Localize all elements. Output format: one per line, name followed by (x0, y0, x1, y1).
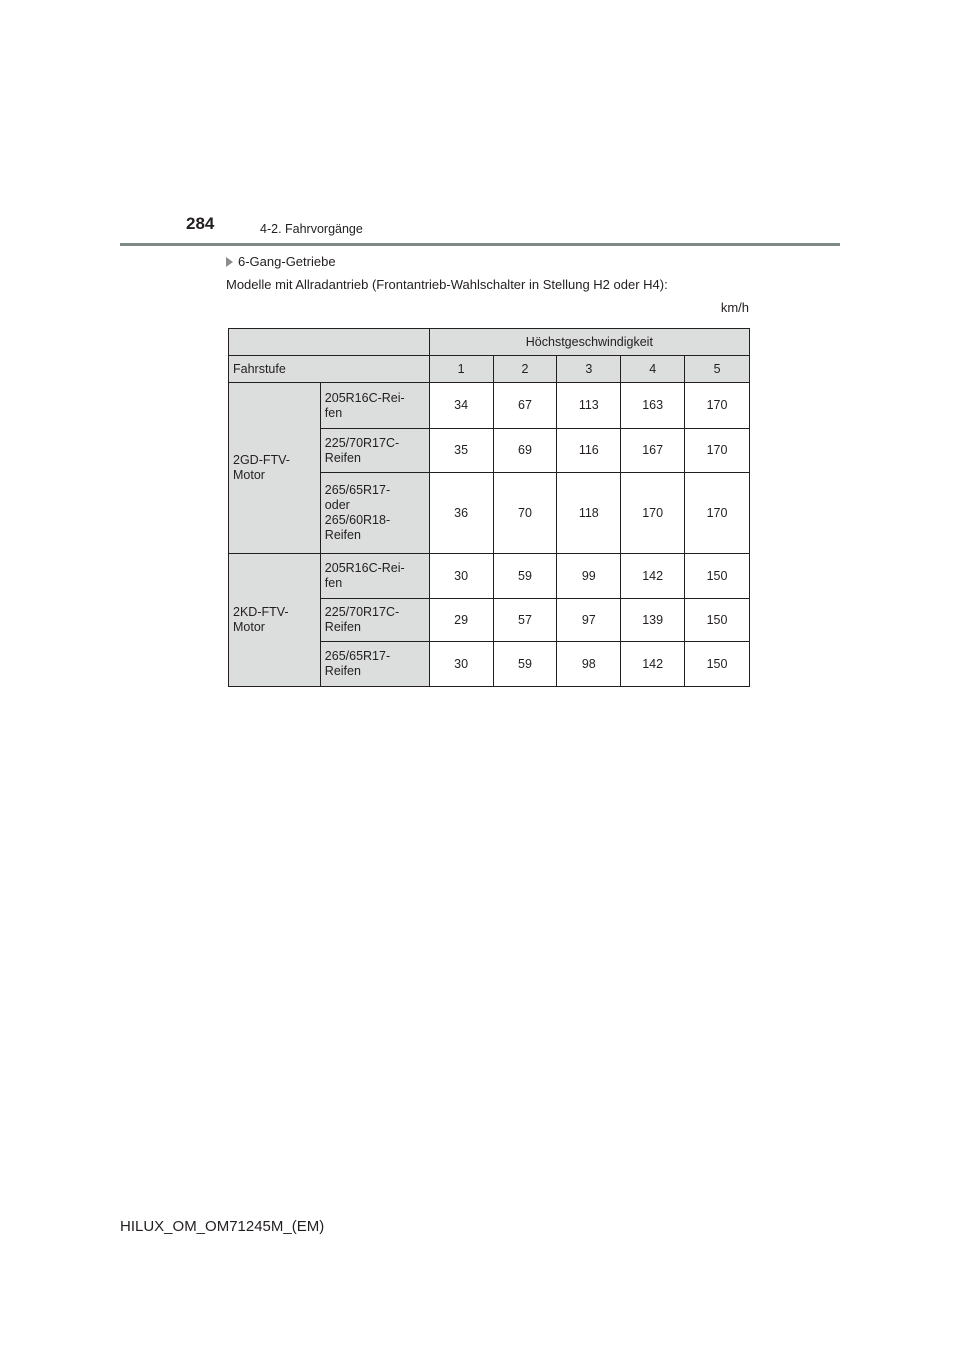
gear-header-cell: 2 (493, 356, 557, 383)
speed-value-cell: 170 (685, 429, 750, 473)
triangle-bullet-icon (226, 257, 233, 267)
speed-value-cell: 98 (557, 642, 621, 687)
page-number: 284 (186, 214, 215, 233)
tire-line: fen (324, 405, 343, 420)
tire-cell (320, 642, 429, 687)
engine-name-line: Motor (233, 468, 265, 482)
engine-cell (229, 383, 321, 554)
tire-line: 225/70R17C- (324, 605, 400, 619)
tire-line: 205R16C-Rei- (324, 390, 405, 405)
footer-doc-id: HILUX_OM_OM71245M_(EM) (120, 1218, 325, 1235)
gear-header-cell: 4 (621, 356, 685, 383)
tire-line: 265/60R18- (324, 513, 391, 527)
tire-cell (320, 429, 429, 473)
speed-value-cell: 150 (685, 642, 750, 687)
gear-header-cell: 1 (429, 356, 493, 383)
speed-value-cell: 57 (493, 599, 557, 642)
speed-value-cell: 99 (557, 554, 621, 599)
speed-value-cell: 170 (685, 473, 750, 554)
speed-value-cell: 35 (429, 429, 493, 473)
tire-cell (320, 554, 429, 599)
speed-value-cell: 163 (621, 383, 685, 429)
tire-line: Reifen (324, 664, 361, 678)
tire-line: 265/65R17- (324, 649, 391, 663)
tire-line: 265/65R17- (324, 483, 391, 497)
speed-value-cell: 118 (557, 473, 621, 554)
speed-value-cell: 59 (493, 554, 557, 599)
speed-value-cell: 30 (429, 642, 493, 687)
speed-value-cell: 69 (493, 429, 557, 473)
speed-value-cell: 34 (429, 383, 493, 429)
speed-value-cell: 167 (621, 429, 685, 473)
speed-value-cell: 59 (493, 642, 557, 687)
subheading-text: 6-Gang-Getriebe (238, 254, 336, 269)
corner-cell (229, 329, 430, 356)
speed-value-cell: 70 (493, 473, 557, 554)
gear-header-cell: 3 (557, 356, 621, 383)
speed-value-cell: 150 (685, 554, 750, 599)
speed-value-cell: 29 (429, 599, 493, 642)
unit-label: km/h (720, 300, 749, 315)
speed-value-cell: 139 (621, 599, 685, 642)
tire-line: 205R16C-Rei- (324, 561, 405, 575)
speed-value-cell: 67 (493, 383, 557, 429)
tire-line: 225/70R17C- (324, 435, 400, 450)
tire-line: Reifen (324, 620, 361, 634)
section-title: 4-2. Fahrvorgänge (260, 222, 363, 236)
speed-value-cell: 170 (685, 383, 750, 429)
gear-header-cell: 5 (685, 356, 750, 383)
speed-value-cell: 113 (557, 383, 621, 429)
speed-value-cell: 36 (429, 473, 493, 554)
speed-table (228, 328, 750, 687)
tire-line: oder (324, 498, 350, 512)
tire-line: Reifen (324, 528, 361, 542)
engine-name-line: 2KD-FTV- (233, 605, 289, 619)
speed-value-cell: 170 (621, 473, 685, 554)
speed-value-cell: 142 (621, 554, 685, 599)
top-header-cell: Höchstgeschwindigkeit (429, 329, 749, 356)
engine-cell (229, 554, 321, 687)
intro-text: Modelle mit Allradantrieb (Frontantrieb-Wahlschalter in Stellung H2 oder H4): (226, 277, 668, 292)
speed-value-cell: 30 (429, 554, 493, 599)
tire-cell (320, 599, 429, 642)
speed-value-cell: 116 (557, 429, 621, 473)
tire-cell (320, 383, 429, 429)
header-rule (120, 243, 840, 246)
tire-cell (320, 473, 429, 554)
tire-line: fen (324, 576, 343, 590)
speed-value-cell: 97 (557, 599, 621, 642)
speed-value-cell: 150 (685, 599, 750, 642)
speed-value-cell: 142 (621, 642, 685, 687)
gear-label-cell: Fahrstufe (229, 356, 430, 383)
engine-name-line: Motor (233, 620, 265, 634)
engine-name-line: 2GD-FTV- (233, 453, 290, 467)
tire-line: Reifen (324, 450, 361, 465)
subheading (226, 254, 336, 269)
